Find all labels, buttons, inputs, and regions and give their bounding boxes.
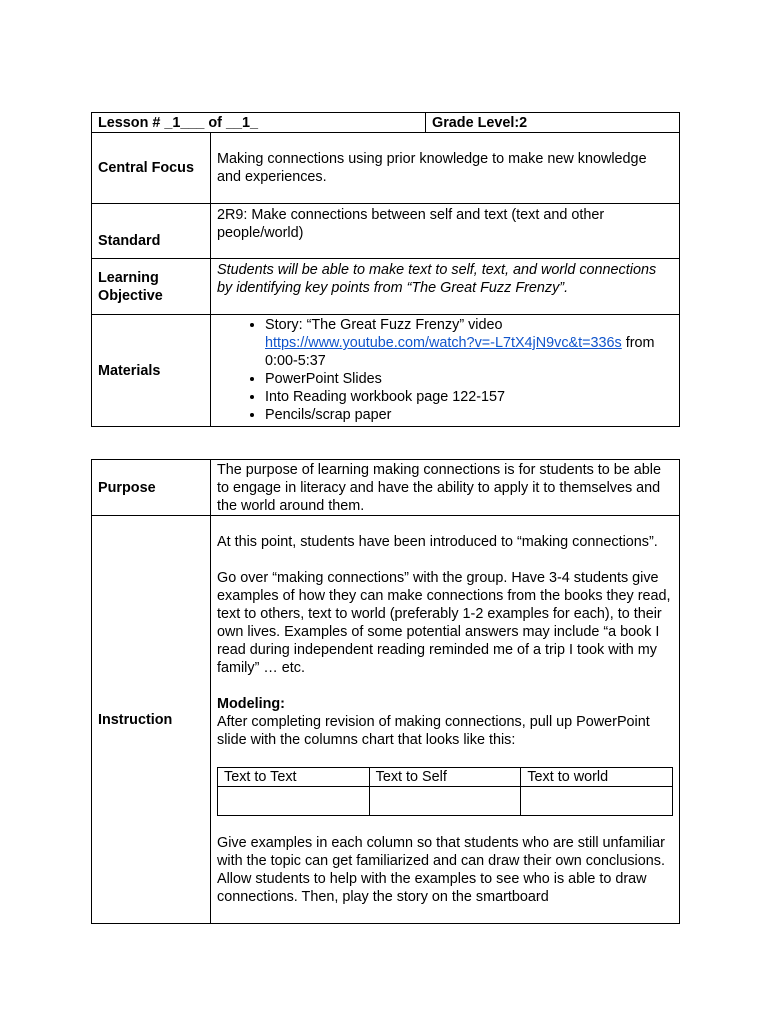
materials-item: • Pencils/scrap paper [265, 406, 673, 424]
purpose-label: Purpose [92, 460, 211, 516]
materials-list [217, 316, 673, 424]
standard-label: Standard [92, 204, 211, 259]
instruction-paragraph: Go over “making connections” with the group. Have 3-4 students give examples of how they can make connections from the books they read, text to others, text to world (preferably 1-2 examples for each), to their own lives. Examples of some potential answers may include “a book I read during independent reading reminded me of a trip I took with my family” … etc. [217, 570, 671, 676]
lesson-number: Lesson # _1___ of __1_ [92, 113, 426, 133]
lesson-overview-table [91, 112, 680, 427]
instruction-paragraph: Give examples in each column so that students who are still unfamiliar with the topic can get familiarized and can draw their own conclusions. Allow students to help with the examples to see who is able to draw connections. Then, play the story on the smartboard [217, 835, 665, 905]
purpose-row [92, 460, 680, 516]
connections-chart-empty-row [218, 787, 673, 816]
instruction-paragraph: At this point, students have been introduced to “making connections”. [217, 534, 658, 550]
chart-column-header: Text to world [521, 768, 673, 787]
instruction-cell [211, 516, 680, 924]
instruction-paragraph: After completing revision of making connections, pull up PowerPoint slide with the columns chart that looks like this: [217, 714, 650, 748]
central-focus-text: Making connections using prior knowledge to make new knowledge and experiences. [211, 133, 680, 204]
purpose-text: The purpose of learning making connections is for students to be able to engage in literacy and have the ability to apply it to themselves and the world around them. [211, 460, 680, 516]
grade-level: Grade Level:2 [426, 113, 680, 133]
materials-label: Materials [92, 315, 211, 427]
chart-empty-cell [521, 787, 673, 816]
materials-item-story [265, 316, 673, 370]
instruction-row [92, 516, 680, 924]
materials-cell [211, 315, 680, 427]
central-focus-label: Central Focus [92, 133, 211, 204]
standard-row [92, 204, 680, 259]
instruction-label: Instruction [92, 516, 211, 924]
story-text: Story: “The Great Fuzz Frenzy” video [265, 317, 503, 333]
connections-chart-header [218, 768, 673, 787]
chart-column-header: Text to Text [218, 768, 370, 787]
header-row [92, 113, 680, 133]
chart-empty-cell [218, 787, 370, 816]
lesson-procedure-table [91, 459, 680, 924]
chart-column-header: Text to Self [369, 768, 521, 787]
materials-row [92, 315, 680, 427]
standard-text: 2R9: Make connections between self and text (text and other people/world) [211, 204, 680, 259]
learning-objective-row [92, 259, 680, 315]
story-video-link[interactable]: https://www.youtube.com/watch?v=-L7tX4jN9vc&t=336s [265, 335, 622, 351]
chart-empty-cell [369, 787, 521, 816]
connections-chart [217, 767, 673, 816]
materials-item: • PowerPoint Slides [265, 370, 673, 388]
central-focus-row [92, 133, 680, 204]
materials-item: • Into Reading workbook page 122-157 [265, 388, 673, 406]
modeling-heading: Modeling: [217, 696, 285, 712]
learning-objective-text: Students will be able to make text to self, text, and world connections by identifying key points from “The Great Fuzz Frenzy”. [211, 259, 680, 315]
story-time-range: from 0:00-5:37 [265, 335, 655, 369]
learning-objective-label: Learning Objective [92, 259, 211, 315]
